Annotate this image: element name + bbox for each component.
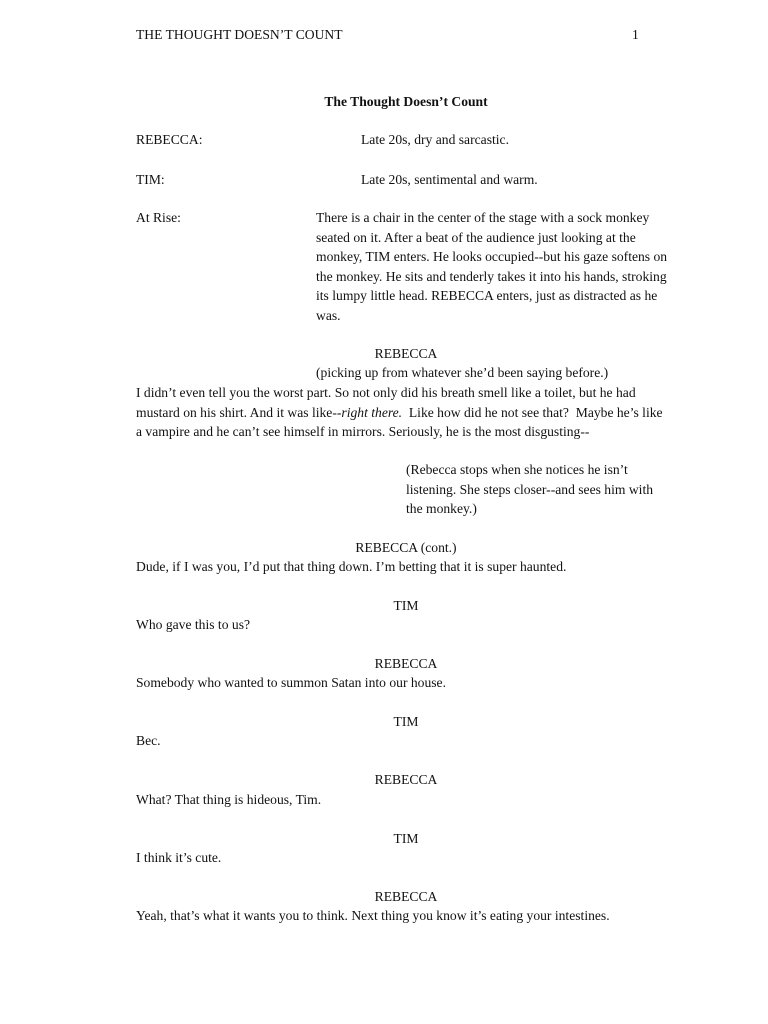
at-rise-line: monkey, TIM enters. He looks occupied--but his gaze softens on: [316, 249, 668, 264]
dialogue-text: Like how did he not see that? Maybe he’s like: [402, 404, 663, 420]
running-header-title: THE THOUGHT DOESN’T COUNT: [136, 27, 343, 42]
speaker-name: REBECCA: [374, 772, 438, 787]
stage-direction-line: (Rebecca stops when she notices he isn’t: [406, 462, 628, 477]
dialogue-line: a vampire and he can’t see himself in mirrors. Seriously, he is the most disgusting--: [136, 424, 590, 439]
dialogue-emphasis: right there.: [341, 404, 403, 420]
dialogue-line: I think it’s cute.: [136, 850, 222, 865]
script-title: The Thought Doesn’t Count: [324, 94, 488, 109]
dialogue-line: Dude, if I was you, I’d put that thing down. I’m betting that it is super haunted.: [136, 559, 567, 574]
speaker-name: REBECCA: [374, 889, 438, 904]
at-rise-description: [316, 208, 667, 325]
speaker-name: TIM: [393, 831, 419, 846]
speaker-name: REBECCA: [374, 656, 438, 671]
dialogue-line: I didn’t even tell you the worst part. So not only did his breath smell like a toilet, but he had: [136, 385, 636, 400]
at-rise-line: its lumpy little head. REBECCA enters, just as distracted as he: [316, 288, 658, 303]
dialogue-line: [136, 403, 663, 423]
stage-direction-line: the monkey.): [406, 501, 477, 516]
speaker-name: REBECCA (cont.): [355, 540, 457, 555]
character-description-rebecca: Late 20s, dry and sarcastic.: [361, 132, 509, 147]
character-name-tim: TIM:: [136, 172, 165, 187]
dialogue-line: What? That thing is hideous, Tim.: [136, 792, 322, 807]
dialogue-text: mustard on his shirt. And it was like--: [136, 404, 342, 420]
at-rise-line: There is a chair in the center of the stage with a sock monkey: [316, 210, 650, 225]
speaker-name: TIM: [393, 598, 419, 613]
dialogue-line: Yeah, that’s what it wants you to think. Next thing you know it’s eating your intestines.: [136, 908, 610, 923]
at-rise-line: the monkey. He sits and tenderly takes it into his hands, stroking: [316, 268, 667, 284]
dialogue-line: Who gave this to us?: [136, 617, 251, 632]
at-rise-label: At Rise:: [136, 210, 181, 225]
parenthetical: (picking up from whatever she’d been saying before.): [316, 365, 609, 380]
stage-direction-line: listening. She steps closer--and sees him with: [406, 481, 654, 497]
dialogue-line: Bec.: [136, 733, 161, 748]
character-description-tim: Late 20s, sentimental and warm.: [361, 172, 538, 187]
page-number: 1: [632, 27, 639, 42]
speaker-name: REBECCA: [374, 346, 438, 361]
stage-direction: [406, 460, 653, 519]
dialogue-block: [136, 383, 663, 442]
speaker-name: TIM: [393, 714, 419, 729]
dialogue-line: Somebody who wanted to summon Satan into our house.: [136, 675, 446, 690]
at-rise-line: was.: [316, 307, 341, 323]
at-rise-line: seated on it. After a beat of the audience just looking at the: [316, 229, 636, 245]
character-name-rebecca: REBECCA:: [136, 132, 203, 147]
